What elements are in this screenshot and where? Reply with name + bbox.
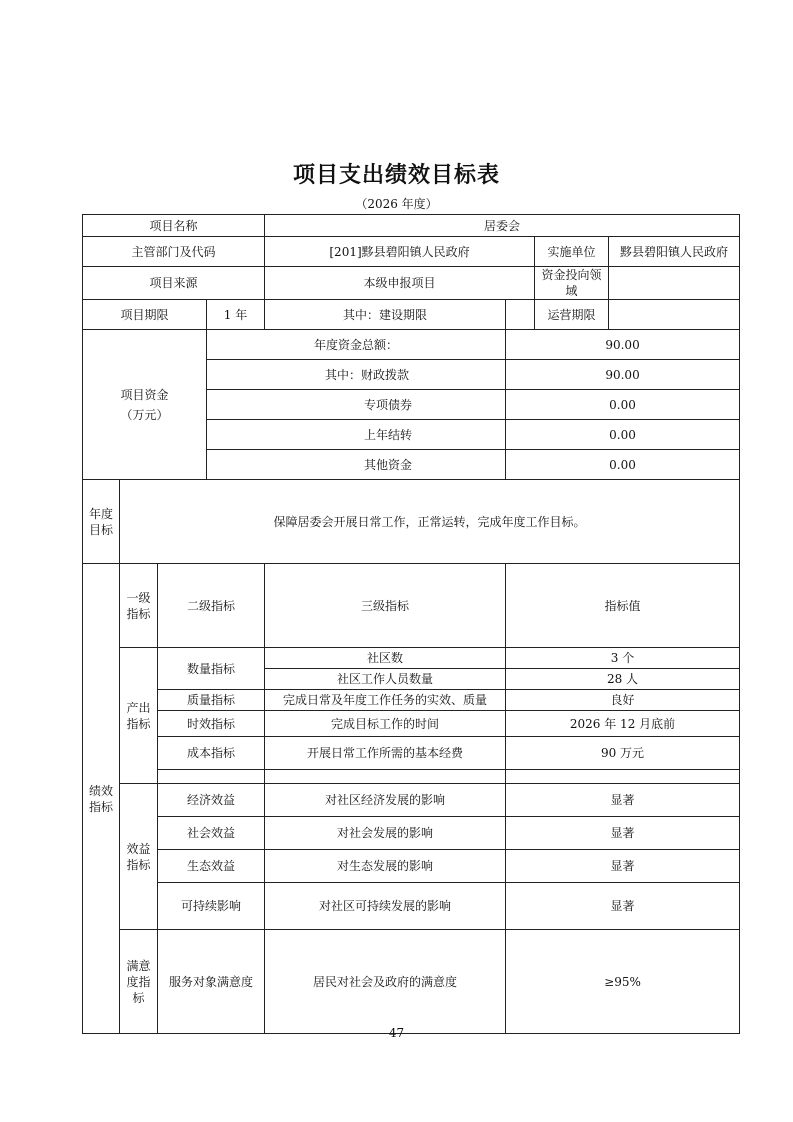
row-indicator-header <box>83 564 740 648</box>
indicators-section-label: 绩效指标 <box>83 564 120 1034</box>
q2-value: 28 人 <box>506 669 740 690</box>
output-label: 产出指标 <box>120 648 158 784</box>
funds-fiscal-value: 90.00 <box>506 360 740 390</box>
funds-label-line2: （万元） <box>120 407 169 422</box>
quality-name: 完成日常及年度工作任务的实效、质量 <box>265 690 506 711</box>
page-subtitle: （2026 年度） <box>355 197 438 211</box>
service-label: 服务对象满意度 <box>158 930 265 1034</box>
row-annual-goal <box>83 480 740 564</box>
eco-value: 显著 <box>506 850 740 883</box>
dept-label: 主管部门及代码 <box>83 237 265 267</box>
table-row <box>83 648 740 669</box>
build-period-label: 其中：建设期限 <box>265 300 506 330</box>
funds-total-value: 90.00 <box>506 330 740 360</box>
table-row <box>83 690 740 711</box>
table-row-spacer <box>83 770 740 784</box>
impl-label: 实施单位 <box>535 237 609 267</box>
op-period-label: 运营期限 <box>535 300 609 330</box>
project-name-value: 居委会 <box>265 215 740 237</box>
social-label: 社会效益 <box>158 817 265 850</box>
funds-label-line1: 项目资金 <box>120 387 169 402</box>
table-row <box>83 711 740 737</box>
funds-bond-value: 0.00 <box>506 390 740 420</box>
quality-value: 良好 <box>506 690 740 711</box>
field-label: 资金投向领域 <box>535 267 609 300</box>
economic-value: 显著 <box>506 784 740 817</box>
benefit-label: 效益指标 <box>120 784 158 930</box>
build-period-value <box>506 300 535 330</box>
header-level2: 二级指标 <box>158 564 265 648</box>
social-name: 对社会发展的影响 <box>265 817 506 850</box>
table-row <box>83 737 740 770</box>
page-title: 项目支出绩效目标表 <box>292 163 500 188</box>
source-value: 本级申报项目 <box>265 267 535 300</box>
table-row <box>83 883 740 930</box>
source-label: 项目来源 <box>83 267 265 300</box>
field-value <box>609 267 740 300</box>
q1-value: 3 个 <box>506 648 740 669</box>
funds-carryover-label: 上年结转 <box>207 420 506 450</box>
row-funds-total <box>83 330 740 360</box>
spacer-cell <box>158 770 265 784</box>
header-value: 指标值 <box>506 564 740 648</box>
funds-bond-label: 专项债券 <box>207 390 506 420</box>
row-source <box>83 267 740 300</box>
time-value: 2026 年 12 月底前 <box>506 711 740 737</box>
funds-label <box>83 330 207 480</box>
row-period <box>83 300 740 330</box>
time-name: 完成目标工作的时间 <box>265 711 506 737</box>
funds-total-label: 年度资金总额： <box>207 330 506 360</box>
cost-name: 开展日常工作所需的基本经费 <box>265 737 506 770</box>
op-period-value <box>609 300 740 330</box>
table-row <box>83 784 740 817</box>
sustain-label: 可持续影响 <box>158 883 265 930</box>
period-value: 1 年 <box>207 300 265 330</box>
spacer-cell <box>265 770 506 784</box>
eco-name: 对生态发展的影响 <box>265 850 506 883</box>
cost-label: 成本指标 <box>158 737 265 770</box>
funds-other-value: 0.00 <box>506 450 740 480</box>
satisfaction-label: 满意度指标 <box>120 930 158 1034</box>
header-level3: 三级指标 <box>265 564 506 648</box>
quality-label: 质量指标 <box>158 690 265 711</box>
row-project-name <box>83 215 740 237</box>
sustain-value: 显著 <box>506 883 740 930</box>
economic-name: 对社区经济发展的影响 <box>265 784 506 817</box>
project-name-label: 项目名称 <box>83 215 265 237</box>
economic-label: 经济效益 <box>158 784 265 817</box>
sustain-name: 对社区可持续发展的影响 <box>265 883 506 930</box>
time-label: 时效指标 <box>158 711 265 737</box>
funds-carryover-value: 0.00 <box>506 420 740 450</box>
table-row <box>83 850 740 883</box>
table-row <box>83 930 740 1034</box>
impl-value: 黟县碧阳镇人民政府 <box>609 237 740 267</box>
annual-goal-text: 保障居委会开展日常工作，正常运转，完成年度工作目标。 <box>120 480 740 564</box>
social-value: 显著 <box>506 817 740 850</box>
row-department <box>83 237 740 267</box>
quantity-label: 数量指标 <box>158 648 265 690</box>
period-label: 项目期限 <box>83 300 207 330</box>
header-level1: 一级指标 <box>120 564 158 648</box>
satisfaction-name: 居民对社会及政府的满意度 <box>265 930 506 1034</box>
performance-table <box>82 214 740 1034</box>
spacer-cell <box>506 770 740 784</box>
q2-name: 社区工作人员数量 <box>265 669 506 690</box>
annual-goal-label: 年度目标 <box>83 480 120 564</box>
eco-label: 生态效益 <box>158 850 265 883</box>
page-number: 47 <box>388 1026 405 1040</box>
dept-value: [201]黟县碧阳镇人民政府 <box>265 237 535 267</box>
q1-name: 社区数 <box>265 648 506 669</box>
funds-other-label: 其他资金 <box>207 450 506 480</box>
satisfaction-value: ≥95% <box>506 930 740 1034</box>
cost-value: 90 万元 <box>506 737 740 770</box>
table-row <box>83 817 740 850</box>
funds-fiscal-label: 其中：财政拨款 <box>207 360 506 390</box>
